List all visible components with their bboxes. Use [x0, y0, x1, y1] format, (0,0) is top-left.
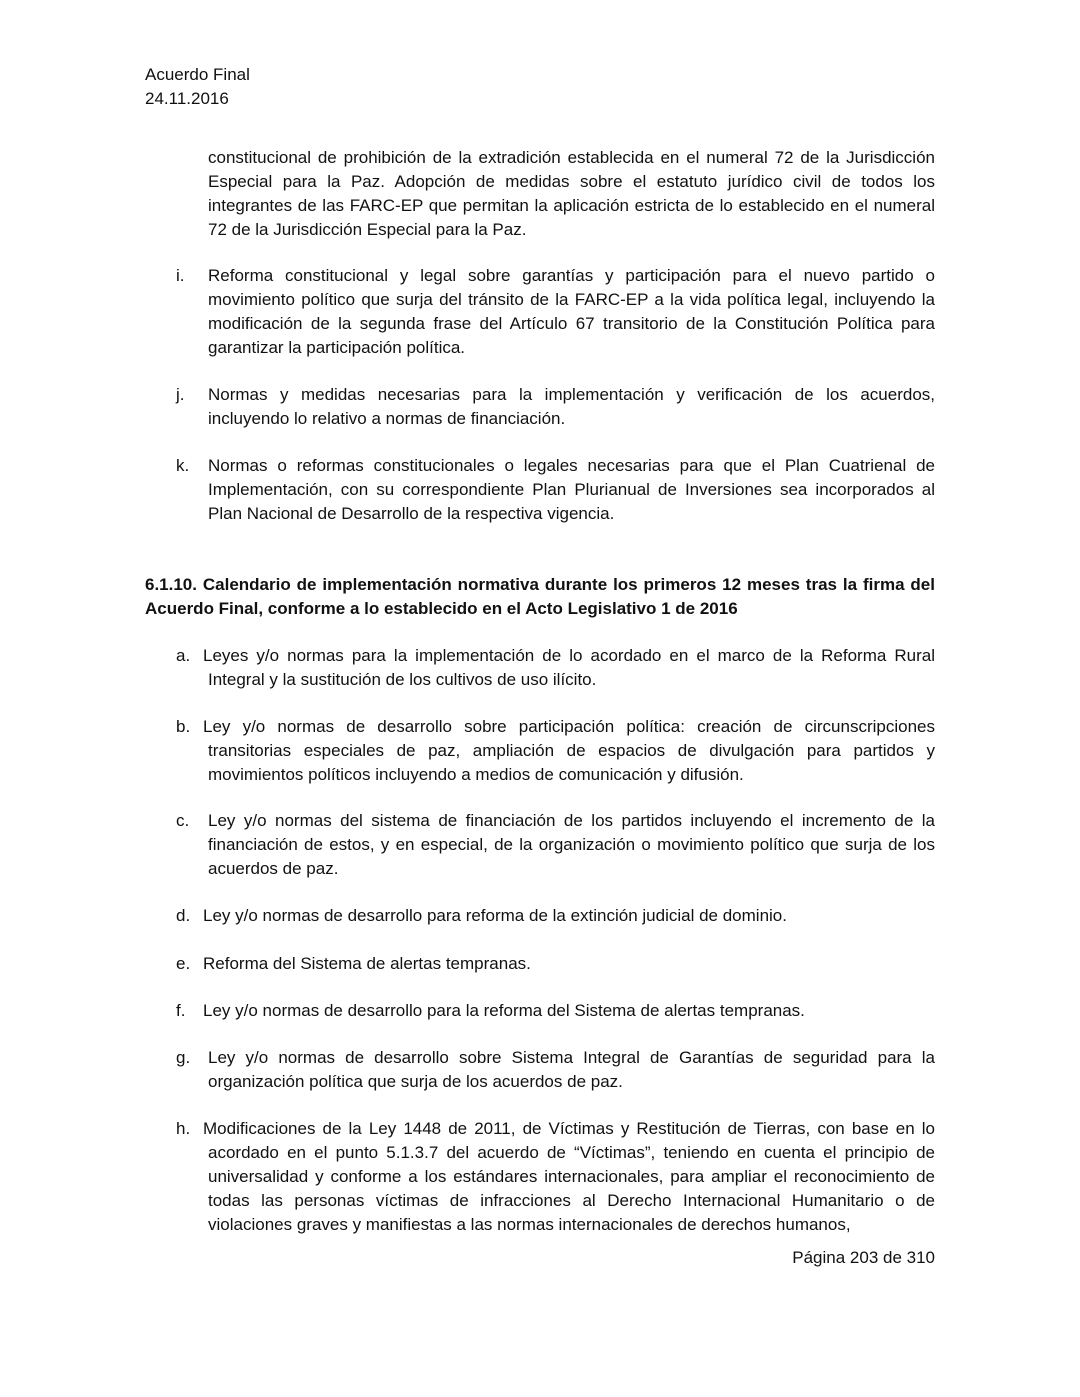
- list-item-text: Ley y/o normas de desarrollo para la reforma del Sistema de alertas tempranas.: [203, 1001, 805, 1020]
- list-item-text: Ley y/o normas del sistema de financiación de los partidos incluyendo el incremento de la financiación de estos, y en especial, de la organización o movimiento político que surja de los acuerdos de paz.: [208, 811, 935, 878]
- list-item-c: [176, 809, 935, 881]
- continuation-paragraph: constitucional de prohibición de la extradición establecida en el numeral 72 de la Jurisdicción Especial para la Paz. Adopción de medidas sobre el estatuto jurídico civil de todos los integrantes de las FARC-EP que permitan la aplicación estricta de lo establecido en el numeral 72 de la Jurisdicción Especial para la Paz.: [208, 148, 935, 239]
- section-heading: 6.1.10. Calendario de implementación normativa durante los primeros 12 meses tras la firma del Acuerdo Final, conforme a lo establecido en el Acto Legislativo 1 de 2016: [145, 575, 935, 618]
- list-item-e: [176, 952, 935, 976]
- header-title: Acuerdo Final: [145, 65, 250, 84]
- list-marker: a.: [176, 646, 191, 665]
- list-item-text: Ley y/o normas de desarrollo sobre participación política: creación de circunscripciones transitorias especiales de paz, ampliación de espacios de divulgación para partidos y movimientos políticos incluyendo a medios de comunicación y difusión.: [203, 717, 935, 784]
- list-item-text: Reforma constitucional y legal sobre garantías y participación para el nuevo partido o movimiento político que surja del tránsito de la FARC-EP a la vida política legal, incluyendo la modificación de la segunda frase del Artículo 67 transitorio de la Constitución Política para garantizar la participación política.: [208, 266, 935, 357]
- list-marker: g.: [176, 1048, 191, 1067]
- header-date: 24.11.2016: [145, 89, 229, 108]
- list-item-text: Reforma del Sistema de alertas tempranas.: [203, 954, 531, 973]
- list-item-a: [176, 644, 935, 692]
- list-marker: c.: [176, 811, 190, 830]
- list-item-text: Ley y/o normas de desarrollo sobre Sistema Integral de Garantías de seguridad para la organización política que surja de los acuerdos de paz.: [208, 1048, 935, 1091]
- document-header: [145, 63, 250, 111]
- list-marker: i.: [176, 266, 185, 285]
- list-item-g: [176, 1046, 935, 1094]
- list-item-d: [176, 904, 935, 928]
- list-item-f: [176, 999, 935, 1023]
- list-item-k: [176, 454, 935, 526]
- page-number: Página 203 de 310: [792, 1248, 935, 1267]
- list-item-j: [176, 383, 935, 431]
- list-item-text: Normas y medidas necesarias para la implementación y verificación de los acuerdos, incluyendo lo relativo a normas de financiación.: [208, 385, 935, 428]
- list-marker: k.: [176, 456, 190, 475]
- list-item-text: Ley y/o normas de desarrollo para reforma de la extinción judicial de dominio.: [203, 906, 787, 925]
- list-item-text: Modificaciones de la Ley 1448 de 2011, de Víctimas y Restitución de Tierras, con base en lo acordado en el punto 5.1.3.7 del acuerdo de “Víctimas”, teniendo en cuenta el principio de universalidad y conforme a los estándares internacionales, para ampliar el reconocimiento de todas las personas víctimas de infracciones al Derecho Internacional Humanitario o de violaciones graves y manifiestas a las normas internacionales de derechos humanos,: [203, 1119, 935, 1234]
- list-item-i: [176, 264, 935, 360]
- list-marker: d.: [176, 906, 191, 925]
- list-item-b: [176, 715, 935, 787]
- list-item-text: Leyes y/o normas para la implementación de lo acordado en el marco de la Reforma Rural Integral y la sustitución de los cultivos de uso ilícito.: [203, 646, 935, 689]
- list-item-h: [176, 1117, 935, 1237]
- list-marker: j.: [176, 385, 185, 404]
- list-marker: b.: [176, 717, 191, 736]
- list-marker: h.: [176, 1119, 191, 1138]
- list-marker: f.: [176, 1001, 186, 1020]
- list-item-text: Normas o reformas constitucionales o legales necesarias para que el Plan Cuatrienal de Implementación, con su correspondiente Plan Plurianual de Inversiones sea incorporados al Plan Nacional de Desarrollo de la respectiva vigencia.: [208, 456, 935, 523]
- list-marker: e.: [176, 954, 191, 973]
